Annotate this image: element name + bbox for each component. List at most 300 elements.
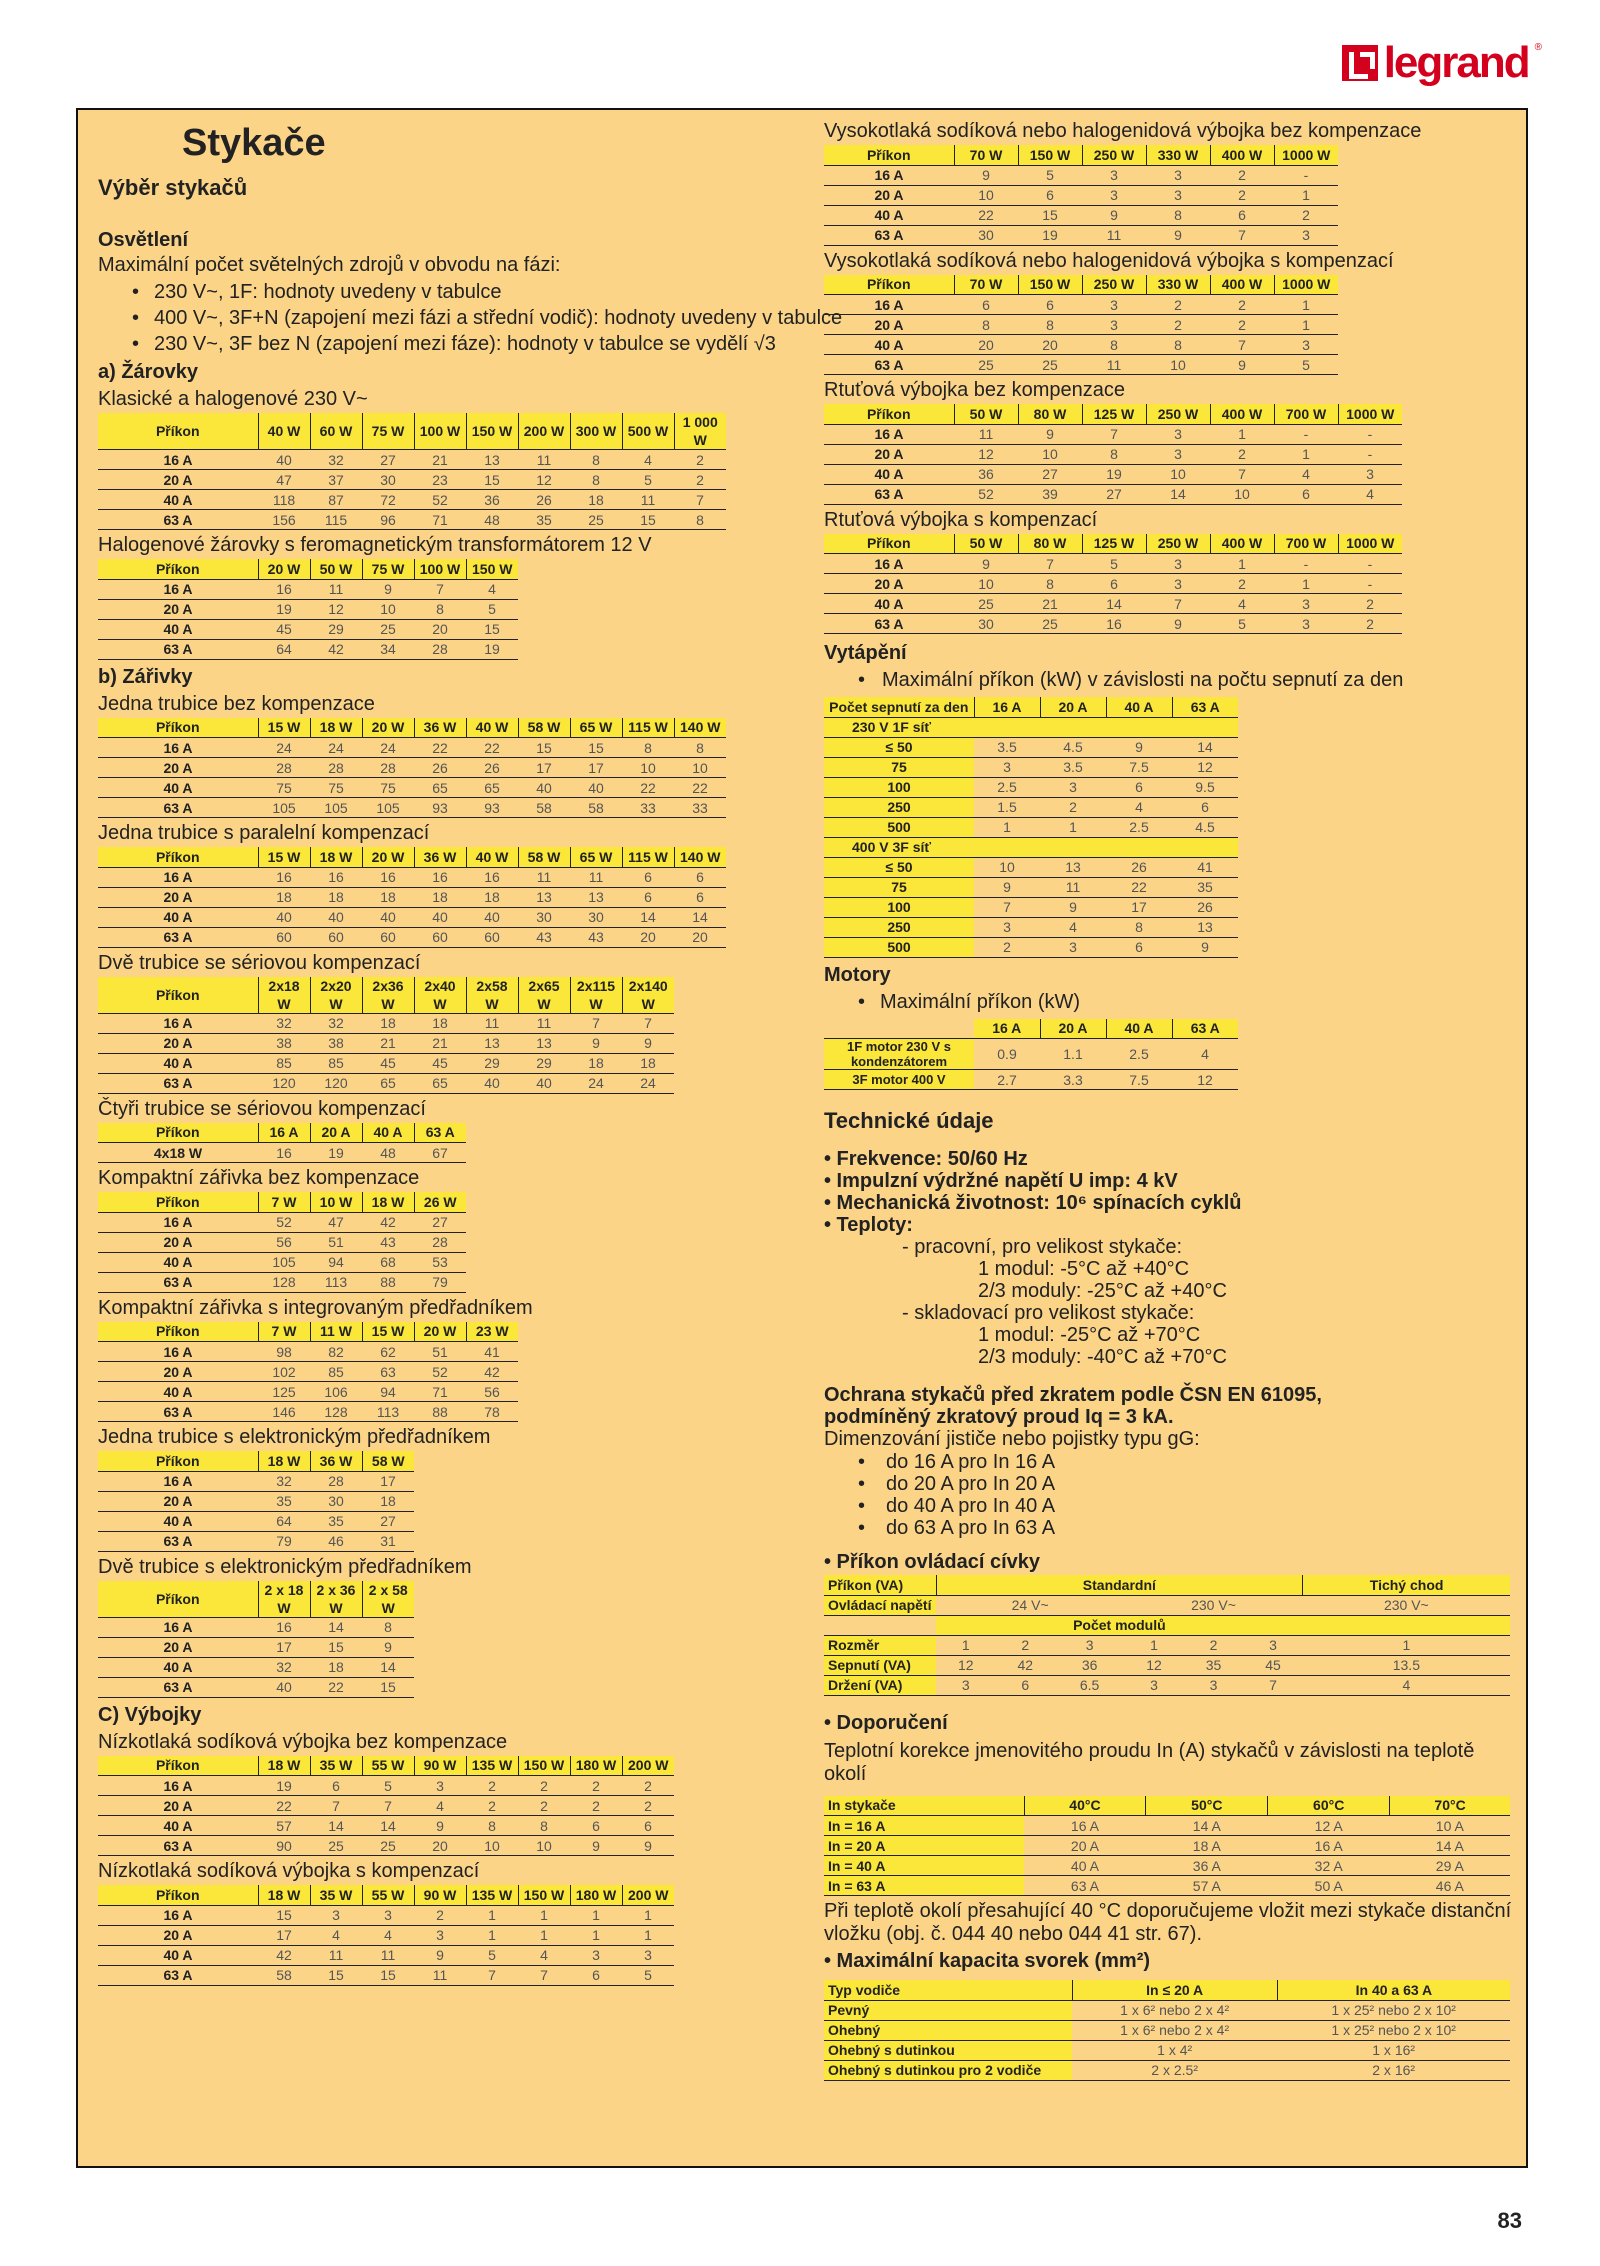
table-cell: 4 [1338,484,1402,504]
table-row [824,205,1338,225]
table-cell: 4 [1274,464,1338,484]
table-cell: 15 [466,470,518,490]
table-header-cell: 250 W [1146,404,1210,424]
ochrana-bullet: • do 20 A pro In 20 A [824,1473,1520,1495]
table-row [98,1531,414,1551]
row-label: 63 A [98,1531,258,1551]
table-cell: 72 [362,490,414,510]
table-cell: 25 [362,619,414,639]
table-caption: Jedna trubice s elektronickým předřadníkem [98,1426,491,1448]
table-header-cell: 125 W [1082,534,1146,554]
table-cell: 9 [954,165,1018,185]
table-header-cell: 150 W [466,559,518,579]
table-header-cell: 150 W [1018,275,1082,295]
table-cell: 11 [1040,877,1106,897]
table-cell: 12 [310,599,362,619]
table-row [98,1342,518,1362]
table-row [824,2060,1510,2080]
ochrana-bullet: • do 16 A pro In 16 A [824,1451,1520,1473]
ochrana-text: Dimenzování jističe nebo pojistky typu gG: [824,1428,1200,1450]
table-row [824,1070,1238,1090]
table-cell: 10 [974,857,1040,877]
table-cell: 18 [622,1053,674,1073]
table-header-cell: 100 W [414,413,466,450]
table-cell: 22 [1106,877,1172,897]
osvetleni-bullet: • 230 V~, 1F: hodnoty uvedeny v tabulce [98,281,858,303]
table-header-cell: 2x115 W [570,977,622,1014]
table-row [98,1272,466,1292]
table-cell: 43 [570,927,622,947]
table-header-cell: 40 A [1106,1019,1172,1039]
table-cell: 17 [258,1925,310,1945]
table-row [98,599,518,619]
table-cell: 42 [995,1655,1054,1675]
table-cell: 52 [414,490,466,510]
row-label: 40 A [824,594,954,614]
table-cell: 11 [954,424,1018,444]
row-label: Ohebný [824,2020,1072,2040]
table-cell: - [1274,424,1338,444]
table-cell: 18 [414,887,466,907]
table-cell: 24 [622,1073,674,1093]
table-rtut-s [824,534,1402,635]
table-cell: 7 [414,579,466,599]
table-cell: - [1274,165,1338,185]
row-label: In = 40 A [824,1856,1024,1876]
table-cell: 3 [1146,444,1210,464]
table-cell: 6 [954,295,1018,315]
row-label: 16 A [98,1212,258,1232]
table-cell: 46 [310,1531,362,1551]
table-cell: 5 [1210,614,1274,634]
table-cell: 57 A [1146,1876,1268,1896]
table-header-cell: 7 W [258,1192,310,1212]
table-cell: 1 [622,1905,674,1925]
table-cell: 6 [1018,185,1082,205]
table-header-cell: Příkon [824,534,954,554]
table-cell: 4 [1172,1039,1238,1070]
table-header-row [98,1885,674,1905]
table-cell: 21 [414,450,466,470]
row-label: 16 A [98,1471,258,1491]
table-cell: 9 [570,1033,622,1053]
table-cell: 15 [310,1965,362,1985]
table-cell: 39 [1018,484,1082,504]
table-cell: 40 A [1024,1856,1146,1876]
table-cell: 24 [362,738,414,758]
table-cell: 2.5 [1106,1039,1172,1070]
table-cell: 2 [518,1776,570,1796]
table-cell: 20 [674,927,726,947]
table-header-row [98,718,726,738]
table-cell: 28 [414,639,466,659]
table-cell: 6 [1082,574,1146,594]
table-cell: 75 [258,778,310,798]
table-cell: 98 [258,1342,310,1362]
table-header-row [98,1322,518,1342]
row-label: 63 A [824,614,954,634]
table-row [98,1511,414,1531]
table-header-cell: 58 W [362,1451,414,1471]
table-header-row [824,1019,1238,1039]
table-cell: 34 [362,639,414,659]
table-cell: 1 [518,1905,570,1925]
table-header-cell: 200 W [518,413,570,450]
row-label: 40 A [98,907,258,927]
table-cell: 42 [466,1362,518,1382]
table-caption: Klasické a halogenové 230 V~ [98,388,368,410]
table-cell: 58 [258,1965,310,1985]
table-row [98,510,726,530]
table-row [824,165,1338,185]
table-header-cell: 50°C [1146,1796,1268,1816]
row-label: 20 A [98,758,258,778]
table-cell: 14 A [1390,1836,1510,1856]
table-row [824,757,1238,777]
table-cell: 36 [1055,1655,1124,1675]
table-cell: 1 [466,1925,518,1945]
table-cell [1106,717,1172,737]
table-cell: 10 [674,758,726,778]
page-subtitle: Výběr stykačů [98,175,248,200]
table-cell: 26 [414,758,466,778]
table-cell: 1 [466,1905,518,1925]
table-header-cell: 330 W [1146,275,1210,295]
row-label: 40 A [98,1657,258,1677]
table-cell: 2 [1210,185,1274,205]
table-cell: 9 [362,1637,414,1657]
table-cell: 17 [258,1637,310,1657]
table-header-row [824,534,1402,554]
table-row [824,1675,1510,1695]
table-cell: 40 [362,907,414,927]
table-header-cell: 100 W [414,559,466,579]
table-header-cell: 18 W [258,1885,310,1905]
row-label: 16 A [824,295,954,315]
table-cell: 19 [1018,225,1082,245]
table-cell: 15 [258,1905,310,1925]
table-cell: 75 [362,778,414,798]
table-cell: 14 [362,1657,414,1677]
table-row [824,817,1238,837]
table-cell: 16 [258,867,310,887]
tech-line: • Frekvence: 50/60 Hz [824,1148,1028,1170]
table-cell: 48 [362,1143,414,1163]
table-row [824,464,1402,484]
table-cell: 230 V~ [1303,1595,1510,1615]
table-cell: 6 [570,1816,622,1836]
table-cell: 33 [674,798,726,818]
table-cell: 40 [570,778,622,798]
vytapeni-bullet: • Maximální příkon (kW) v závislosti na počtu sepnutí za den [824,669,1520,691]
table-row [98,1033,674,1053]
table-cell: 12 [518,470,570,490]
table-cell: 9 [1146,614,1210,634]
table-header-cell: 35 W [310,1756,362,1776]
table-row [824,897,1238,917]
table-cell: 60 [258,927,310,947]
row-label: 63 A [98,639,258,659]
table-cell: 8 [414,599,466,619]
table-cell: 40 [258,907,310,927]
table-cell: 16 [258,1617,310,1637]
table-row [98,1796,674,1816]
table-header-cell: 63 A [414,1123,466,1143]
table-row [98,1617,414,1637]
section-vybojky: C) Výbojky [98,1703,202,1726]
table-row [824,484,1402,504]
table-cell: 16 [310,867,362,887]
table-cell: 8 [1018,574,1082,594]
table-cell: 6 [1172,797,1238,817]
table-header-cell: In ≤ 20 A [1072,1980,1277,2000]
table-cell: 120 [258,1073,310,1093]
table-row [98,639,518,659]
table-cell: 46 A [1390,1876,1510,1896]
table-cell: 2 [1210,574,1274,594]
table-cell: 3 [1184,1675,1243,1695]
row-label: 40 A [98,1252,258,1272]
table-civka [824,1575,1510,1696]
table-cell: 8 [622,738,674,758]
table-motory [824,1019,1238,1091]
tech-detail: 1 modul: -25°C až +70°C [978,1324,1201,1346]
table-caption: Vysokotlaká sodíková nebo halogenidová výbojka s kompenzací [824,249,1394,272]
table-cell: 1 [1274,574,1338,594]
row-label: 20 A [98,887,258,907]
table-header-cell: In 40 a 63 A [1277,1980,1510,2000]
table-row [98,470,726,490]
table-header-row [98,1581,414,1618]
table-cell: 8 [954,315,1018,335]
table-group-row [824,1615,1510,1635]
table-cell: 5 [622,470,674,490]
table-row [824,1876,1510,1896]
table-header-cell: 250 W [1146,534,1210,554]
table-cell: 45 [414,1053,466,1073]
table-cell: 82 [310,1342,362,1362]
table-cell: 88 [414,1402,466,1422]
table-header-cell: Příkon [824,145,954,165]
table-cell: 3 [1243,1635,1302,1655]
row-label: 63 A [98,1836,258,1856]
table-cell: 36 [466,490,518,510]
table-cell: 6 [310,1776,362,1796]
table-row [98,1945,674,1965]
row-label: 63 A [824,484,954,504]
table-cell: 6 [570,1965,622,1985]
row-label: 20 A [98,1796,258,1816]
table-cell: 2.5 [1106,817,1172,837]
row-label: 40 A [98,619,258,639]
table-cell: 4 [518,1945,570,1965]
table-header-cell: Příkon [98,847,258,867]
table-cell: 1 x 25² nebo 2 x 10² [1277,2020,1510,2040]
table-header-cell: 400 W [1210,534,1274,554]
table-cell: 2 [622,1796,674,1816]
table-cell: 9 [570,1836,622,1856]
table-cell: 20 [414,619,466,639]
table-cell: 4.5 [1172,817,1238,837]
table-header-cell: 400 W [1210,404,1274,424]
row-label: 75 [824,877,974,897]
table-row [824,355,1338,375]
table-header-cell: 2x40 W [414,977,466,1014]
row-label: 20 A [98,1033,258,1053]
table-row [824,614,1402,634]
table-header-row [824,275,1338,295]
table-header-cell: 330 W [1146,145,1210,165]
table-header-cell: 60°C [1268,1796,1390,1816]
motory-bullet: • Maximální příkon (kW) [824,991,1520,1013]
table-cell: 1 [1274,185,1338,205]
table-header-cell: 70 W [954,145,1018,165]
table-cell: 2 [1210,444,1274,464]
table-header-row [98,1756,674,1776]
table-cell: 12 [1124,1655,1183,1675]
row-label: 20 A [824,185,954,205]
table-cell: 8 [674,738,726,758]
table-header-cell: Příkon [98,413,258,450]
table-row [98,927,726,947]
table-cell: 51 [310,1232,362,1252]
row-label: 40 A [98,1382,258,1402]
table-cell: 4 [1210,594,1274,614]
table-header-cell: Příkon [98,977,258,1014]
table-cell: 156 [258,510,310,530]
table-cell: 16 [414,867,466,887]
table-cell: 3 [1338,464,1402,484]
table-header-cell: Příkon [98,1756,258,1776]
row-label: In = 16 A [824,1816,1024,1836]
table-row [98,1925,674,1945]
table-cell: 3 [1146,554,1210,574]
table-header-cell: 63 A [1172,697,1238,717]
table-cell: 2 [414,1905,466,1925]
table-cell: 28 [258,758,310,778]
table-cell: 2 [570,1776,622,1796]
table-cell: 7 [1210,225,1274,245]
table-cell: 35 [1184,1655,1243,1675]
table-cell: 28 [310,758,362,778]
table-cell: 18 [258,887,310,907]
table-cell: 27 [362,450,414,470]
table-header-cell: 1000 W [1338,534,1402,554]
table-cell [1172,837,1238,857]
table-cell: 128 [258,1272,310,1292]
table-cell: 3 [1040,777,1106,797]
table-cell: 32 [310,450,362,470]
table-cell: 2 [974,937,1040,957]
table-cell: 7 [466,1965,518,1985]
table-row [98,1013,674,1033]
table-cell: - [1274,554,1338,574]
table-header-cell: 250 W [1082,145,1146,165]
table-header-cell: Standardní [936,1575,1303,1595]
table-cell: 65 [362,1073,414,1093]
table-cell: 1 [622,1925,674,1945]
table-cell: 27 [1018,464,1082,484]
table-cell: 45 [362,1053,414,1073]
row-label: 16 A [824,424,954,444]
row-label: 250 [824,797,974,817]
table-row [98,1836,674,1856]
row-label: 16 A [98,1617,258,1637]
table-header-row [824,1575,1510,1595]
table-cell: 38 [310,1033,362,1053]
table-cell: 1 [1124,1635,1183,1655]
table-cell: 11 [570,867,622,887]
row-label: 63 A [98,1965,258,1985]
group-label: 400 V 3F síť [824,837,974,857]
table-cell: 18 [310,887,362,907]
table-cell: 32 A [1268,1856,1390,1876]
table-cell: 1 [570,1905,622,1925]
table-cell: 60 [310,927,362,947]
table-row [98,619,518,639]
table-cell: 10 [1146,464,1210,484]
table-nizko-bez [98,1756,674,1857]
table-cell: 52 [414,1362,466,1382]
table-header-cell: Počet sepnutí za den [824,697,974,717]
table-cell: 9 [622,1836,674,1856]
section-svorky: • Maximální kapacita svorek (mm²) [824,1950,1151,1972]
table-cell: 113 [362,1402,414,1422]
table-cell: 2 x 2.5² [1072,2060,1277,2080]
table-cell: 20 [414,1836,466,1856]
table-row [98,1965,674,1985]
table-cell: 10 [954,185,1018,205]
table-header-cell: 180 W [570,1756,622,1776]
table-cell: 14 [622,907,674,927]
table-header-cell: 2x65 W [518,977,570,1014]
table-cell: 15 [466,619,518,639]
table-cell: 42 [362,1212,414,1232]
table-cell: 9 [1172,937,1238,957]
table-cell: 6 [674,867,726,887]
table-dve-elektro [98,1581,414,1698]
table-cell: 94 [362,1382,414,1402]
table-header-cell: 150 W [466,413,518,450]
table-caption: Nízkotlaká sodíková výbojka bez kompenzace [98,1730,508,1753]
table-caption: Rtuťová výbojka s kompenzací [824,508,1098,531]
table-row [98,450,726,470]
table-header-cell: Příkon [98,559,258,579]
table-row [824,797,1238,817]
table-cell: 63 [362,1362,414,1382]
table-cell: 9 [954,554,1018,574]
row-label: 16 A [824,165,954,185]
table-header-cell: 15 W [258,847,310,867]
table-vytapeni [824,697,1238,958]
row-label: 75 [824,757,974,777]
section-doporuceni: • Doporučení [824,1711,948,1734]
table-header-cell: 20 A [1040,1019,1106,1039]
table-cell: 7 [518,1965,570,1985]
ochrana-bold: Ochrana stykačů před zkratem podle ČSN EN 61095, [824,1384,1322,1406]
table-cell: 22 [466,738,518,758]
table-cell [1040,837,1106,857]
row-label: Ovládací napětí [824,1595,936,1615]
table-cell: 40 [466,907,518,927]
table-header-cell: 135 W [466,1756,518,1776]
section-osvetleni: Osvětlení [98,229,189,251]
row-label: Pevný [824,2000,1072,2020]
table-cell: 11 [1082,355,1146,375]
row-label: 63 A [98,510,258,530]
table-header-cell: 80 W [1018,534,1082,554]
table-cell: 30 [310,1491,362,1511]
